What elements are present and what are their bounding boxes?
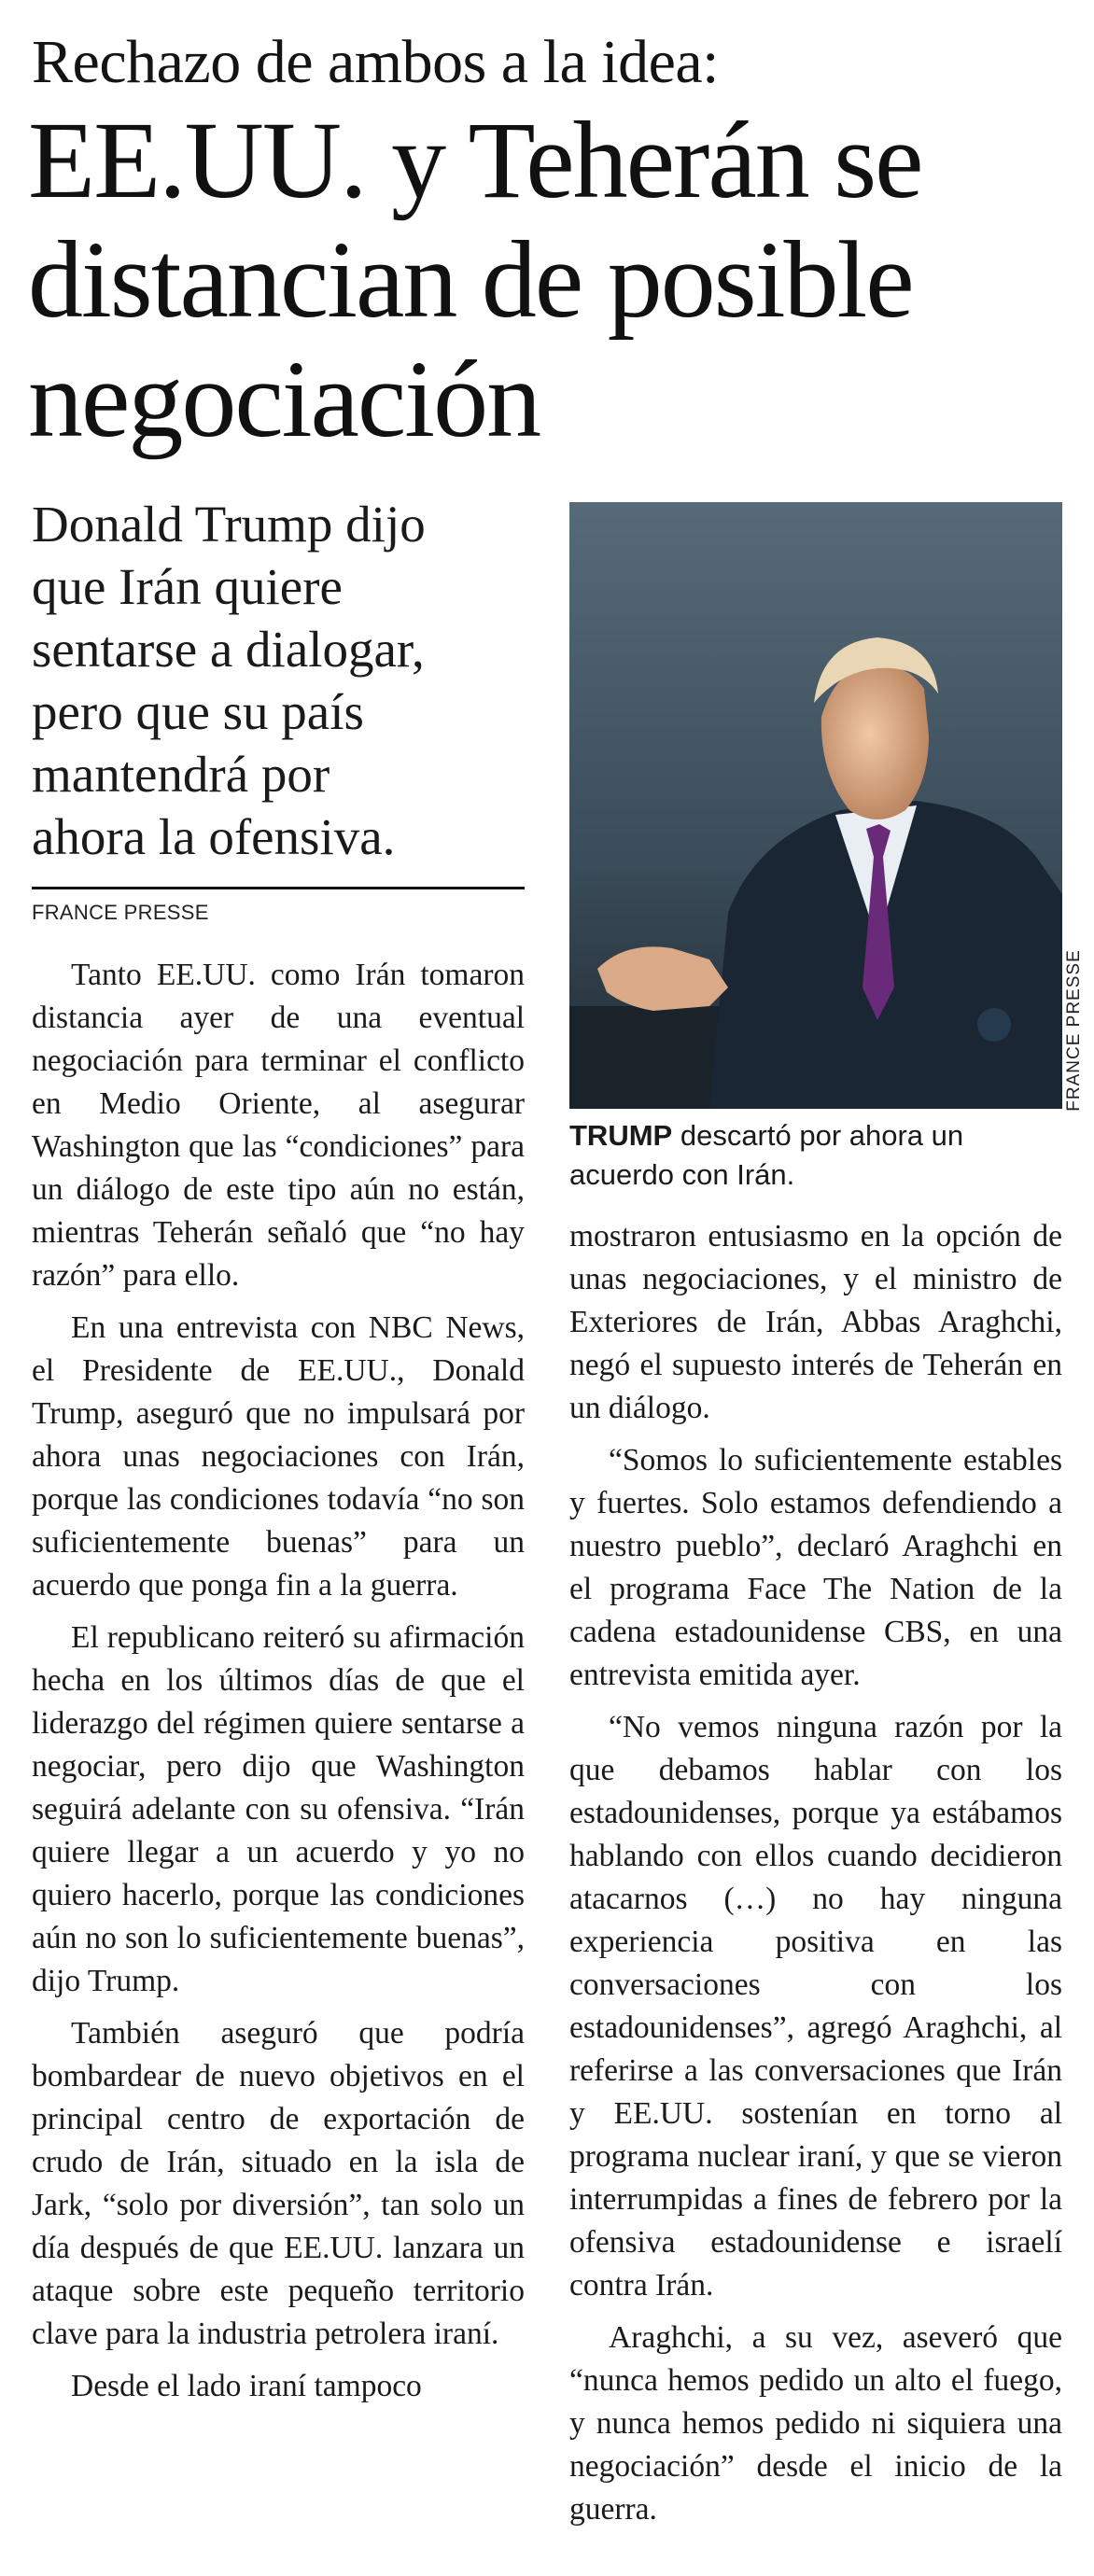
body-column-right [569,1215,1062,2541]
caption-name: TRUMP [569,1119,673,1152]
body-column-left [32,954,525,2417]
deck-line: mantendrá por [32,746,330,803]
article-deck [32,493,536,868]
deck-line: pero que su país [32,683,364,740]
body-paragraph: En una entrevista con NBC News, el Presidente de EE.UU., Donald Trump, aseguró que no impulsará por ahora unas negociaciones con Irán, porque las condiciones todavía “no son suficientemente buenas” para un acuerdo que ponga fin a la guerra. [32,1310,525,1603]
body-paragraph: “Somos lo suficientemente estables y fuertes. Solo estamos defendiendo a nuestro pueblo”, declaró Araghchi en el programa Face The Nation de la cadena estadounidense CBS, en una entrevista emitida ayer. [569,1443,1062,1692]
body-paragraph: Tanto EE.UU. como Irán tomaron distancia ayer de una eventual negociación para terminar el conflicto en Medio Oriente, al asegurar Washington que las “condiciones” para un diálogo de este tipo aún no están, mientras Teherán señaló que “no hay razón” para ello. [32,958,525,1293]
caption-text: descartó por ahora un acuerdo con Irán. [569,1119,964,1191]
body-paragraph: “No vemos ninguna razón por la que debamos hablar con los estadounidenses, porque ya estábamos hablando con ellos cuando decidieron atacarnos (…) no hay ninguna experiencia positiva en las conversaciones con los estadounidenses”, agregó Araghchi, al referirse a las conversaciones que Irán y EE.UU. sostenían en torno al programa nuclear iraní, y que se vieron interrumpidas a fines de febrero por la ofensiva estadounidense e israelí contra Irán. [569,1710,1062,2303]
trump-photo-illustration [569,502,1062,1109]
headline-line: EE.UU. y Teherán se [28,99,922,221]
headline-line: distancian de posible [28,218,913,341]
article-headline [28,101,1064,459]
deck-line: sentarse a dialogar, [32,621,425,678]
headline-line: negociación [28,338,540,460]
deck-line: que Irán quiere [32,558,343,615]
deck-line: ahora la ofensiva. [32,808,396,865]
article-photo [569,502,1062,1109]
article-kicker: Rechazo de ambos a la idea: [32,28,719,96]
photo-caption [569,1116,1062,1195]
body-paragraph: También aseguró que podría bombardear de nuevo objetivos en el principal centro de exportación de crudo de Irán, situado en la isla de Jark, “solo por diversión”, tan solo un día después de que EE.UU. lanzara un ataque sobre este pequeño territorio clave para la industria petrolera iraní. [32,2016,525,2351]
body-paragraph: Desde el lado iraní tampoco [71,2369,422,2403]
article-byline: FRANCE PRESSE [32,887,525,925]
photo-credit: FRANCE PRESSE [1064,949,1084,1112]
body-paragraph: mostraron entusiasmo en la opción de unas negociaciones, y el ministro de Exteriores de Irán, Abbas Araghchi, negó el supuesto interés de Teherán en un diálogo. [569,1219,1062,1425]
body-paragraph: El republicano reiteró su afirmación hecha en los últimos días de que el liderazgo del régimen quiere sentarse a negociar, pero dijo que Washington seguirá adelante con su ofensiva. “Irán quiere llegar a un acuerdo y yo no quiero hacerlo, porque las condiciones aún no son lo suficientemente buenas”, dijo Trump. [32,1620,525,1998]
body-paragraph: Araghchi, a su vez, aseveró que “nunca hemos pedido un alto el fuego, y nunca hemos pedido ni siquiera una negociación” desde el inicio de la guerra. [569,2320,1062,2527]
deck-line: Donald Trump dijo [32,496,426,553]
